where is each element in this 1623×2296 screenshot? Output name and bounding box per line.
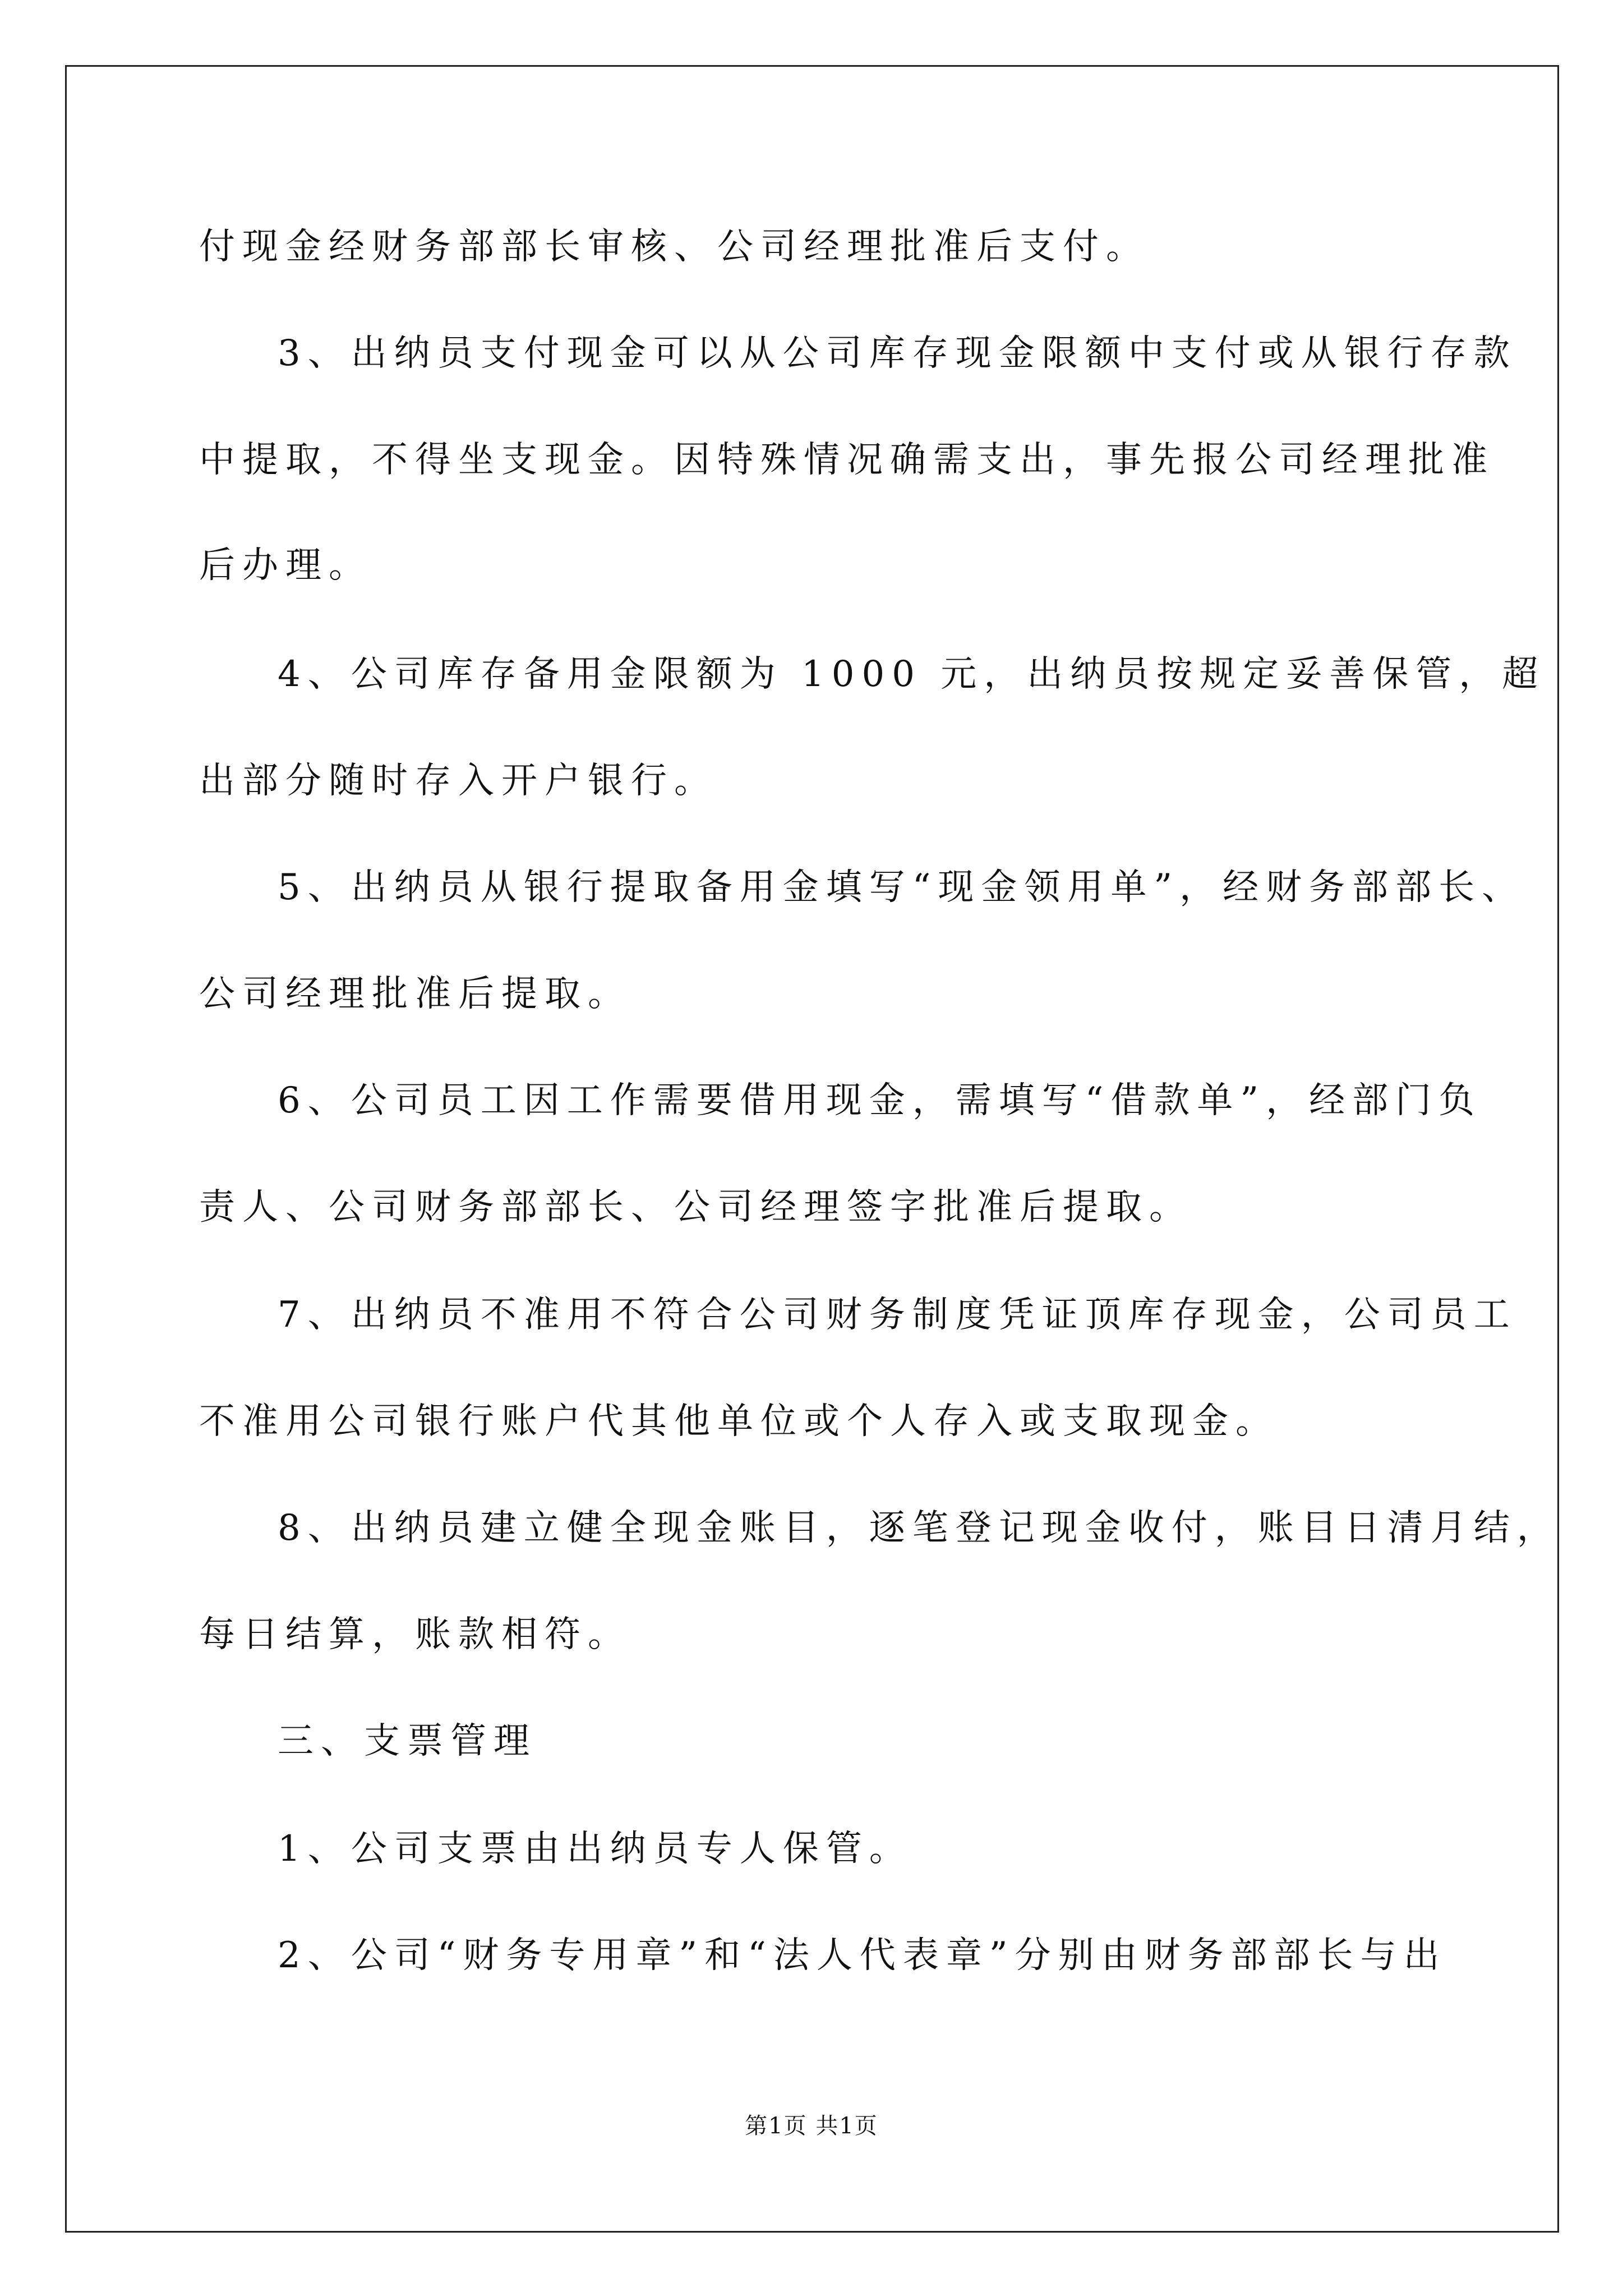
text-line: 4、公司库存备用金限额为 1000 元，出纳员按规定妥善保管，超	[278, 654, 1546, 695]
text-line: 5、出纳员从银行提取备用金填写“现金领用单”，经财务部部长、	[278, 867, 1525, 908]
page-number-footer: 第1页 共1页	[745, 2113, 878, 2139]
text-line: 7、出纳员不准用不符合公司财务制度凭证顶库存现金，公司员工	[278, 1294, 1517, 1336]
text-line: 3、出纳员支付现金可以从公司库存现金限额中支付或从银行存款	[278, 333, 1517, 374]
text-line: 责人、公司财务部部长、公司经理签字批准后提取。	[199, 1186, 1192, 1228]
text-line: 6、公司员工因工作需要借用现金，需填写“借款单”，经部门负	[278, 1080, 1482, 1121]
text-line: 中提取，不得坐支现金。因特殊情况确需支出，事先报公司经理批准	[199, 439, 1495, 481]
text-line: 出部分随时存入开户银行。	[199, 760, 717, 802]
text-line: 1、公司支票由出纳员专人保管。	[278, 1828, 912, 1870]
text-line: 每日结算，账款相符。	[199, 1614, 631, 1655]
text-line: 公司经理批准后提取。	[199, 973, 631, 1015]
page-border	[65, 65, 1559, 2233]
text-line: 2、公司“财务专用章”和“法人代表章”分别由财务部部长与出	[278, 1935, 1447, 1976]
text-line: 不准用公司银行账户代其他单位或个人存入或支取现金。	[199, 1401, 1279, 1442]
section-heading: 三、支票管理	[278, 1720, 537, 1762]
text-line: 付现金经财务部部长审核、公司经理批准后支付。	[199, 226, 1149, 268]
text-line: 8、出纳员建立健全现金账目，逐笔登记现金收付，账目日清月结，	[278, 1507, 1560, 1549]
text-line: 后办理。	[199, 545, 372, 586]
